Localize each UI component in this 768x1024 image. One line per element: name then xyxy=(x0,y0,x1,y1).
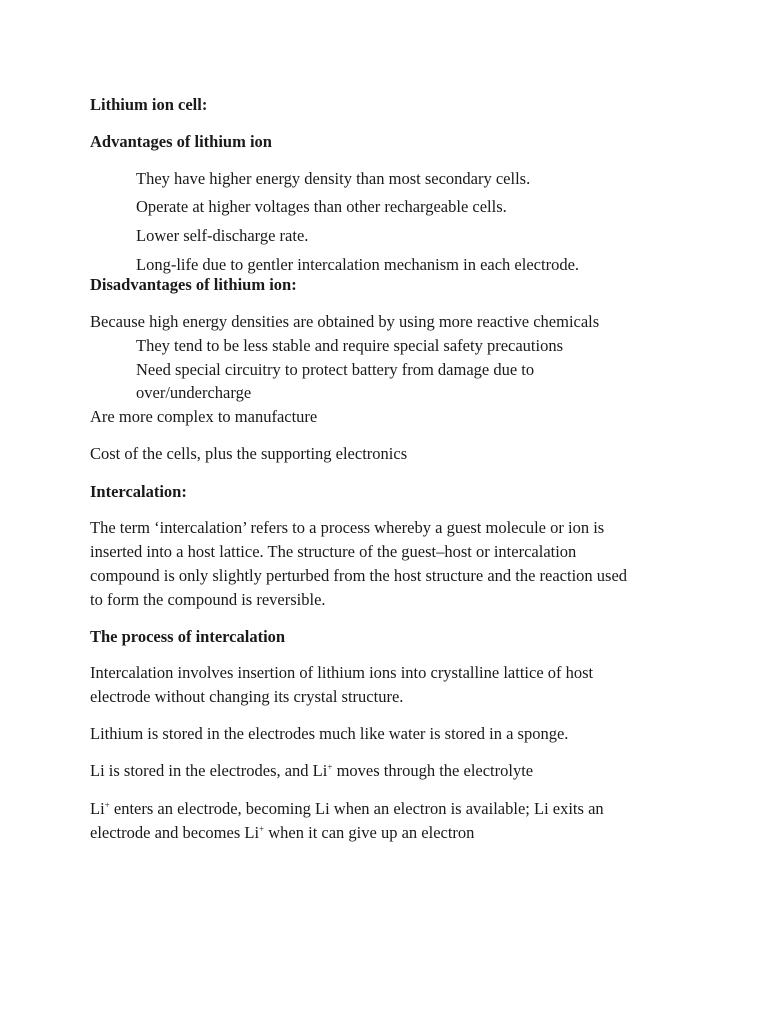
page-title: Lithium ion cell: xyxy=(90,95,208,114)
text-segment: when it can give up an electron xyxy=(264,823,475,842)
advantages-heading: Advantages of lithium ion xyxy=(90,132,272,151)
process-heading: The process of intercalation xyxy=(90,627,286,646)
text-segment: Li is stored in the electrodes, and Li xyxy=(90,761,328,780)
intercalation-paragraph-line: to form the compound is reversible. xyxy=(90,590,326,609)
process-paragraph-line: electrode without changing its crystal structure. xyxy=(90,687,404,706)
advantage-item: Long-life due to gentler intercalation mechanism in each electrode. xyxy=(136,255,580,274)
disadvantage-item: Cost of the cells, plus the supporting electronics xyxy=(90,444,408,463)
text-segment: Li xyxy=(90,799,105,818)
superscript-plus: + xyxy=(259,824,265,834)
disadvantage-subitem-continued: over/undercharge xyxy=(136,383,252,402)
process-electrolyte-text xyxy=(90,761,533,781)
advantage-item: Lower self-discharge rate. xyxy=(136,226,309,245)
intercalation-paragraph-line: compound is only slightly perturbed from the host structure and the reaction used xyxy=(90,566,628,585)
intercalation-paragraph-line: inserted into a host lattice. The structure of the guest–host or intercalation xyxy=(90,542,577,561)
intercalation-paragraph-line: The term ‘intercalation’ refers to a process whereby a guest molecule or ion is xyxy=(90,518,605,537)
disadvantage-intro: Because high energy densities are obtained by using more reactive chemicals xyxy=(90,312,600,331)
process-sponge-text: Lithium is stored in the electrodes much like water is stored in a sponge. xyxy=(90,724,569,743)
advantage-item: They have higher energy density than most secondary cells. xyxy=(136,169,531,188)
text-segment: enters an electrode, becoming Li when an electron is available; Li exits an xyxy=(109,799,604,818)
disadvantage-item: Are more complex to manufacture xyxy=(90,407,318,426)
disadvantage-subitem: Need special circuitry to protect battery from damage due to xyxy=(136,360,535,379)
disadvantage-subitem: They tend to be less stable and require special safety precautions xyxy=(136,336,564,355)
text-segment: moves through the electrolyte xyxy=(332,761,534,780)
text-segment: electrode and becomes Li xyxy=(90,823,260,842)
superscript-plus: + xyxy=(327,762,333,772)
intercalation-heading: Intercalation: xyxy=(90,482,187,501)
process-paragraph-line: Intercalation involves insertion of lithium ions into crystalline lattice of host xyxy=(90,663,594,682)
process-electron-line-1 xyxy=(90,799,604,819)
advantage-item: Operate at higher voltages than other rechargeable cells. xyxy=(136,197,507,216)
disadvantages-heading: Disadvantages of lithium ion: xyxy=(90,275,297,294)
superscript-plus: + xyxy=(104,800,110,810)
process-electron-line-2 xyxy=(90,823,474,843)
